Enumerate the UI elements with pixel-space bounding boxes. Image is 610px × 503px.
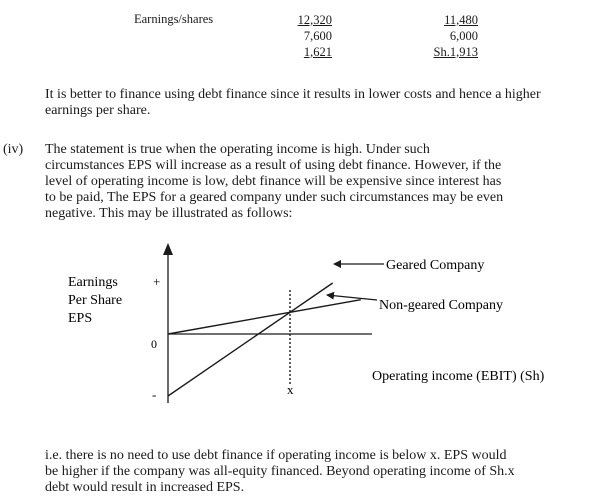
eps-col2-row2: 6,000 <box>449 29 478 43</box>
y-tick-plus: + <box>153 274 161 289</box>
series-line-geared <box>168 283 333 396</box>
y-axis-arrow-icon <box>163 243 173 255</box>
eps-row-label: Earnings/shares <box>134 12 214 26</box>
series-line-non-geared <box>168 300 361 334</box>
legend-non-geared: Non-geared Company <box>379 298 504 313</box>
eps-col1-row2: 7,600 <box>303 29 332 43</box>
eps-col2-row3: Sh.1,913 <box>433 45 478 59</box>
item-iv-line-3: level of operating income is low, debt finance will be expensive since interest has <box>45 174 502 189</box>
item-iv-line-2: circumstances EPS will increase as a result of using debt finance. However, if the <box>45 158 502 173</box>
eps-col1-row1: 12,320 <box>297 13 332 27</box>
conclusion-paragraph: It is better to finance using debt finance since it results in lower costs and hence a higher earnings per share. <box>45 87 541 118</box>
footer-line-1: i.e. there is no need to use debt finance if operating income is below x. EPS would <box>45 448 507 463</box>
footer-line-3: debt would result in increased EPS. <box>45 480 245 495</box>
footer-line-2: be higher if the company was all-equity financed. Beyond operating income of Sh.x <box>45 464 515 479</box>
ylabel-line-1: Earnings <box>68 275 118 290</box>
item-iv-line-4: to be paid, The EPS for a geared company under such circumstances may be even <box>45 190 504 205</box>
y-tick-minus: - <box>152 387 157 402</box>
nongeared-arrow-icon <box>327 295 377 300</box>
item-iv-line-1: The statement is true when the operating income is high. Under such <box>45 142 430 157</box>
eps-col1-row3: 1,621 <box>303 45 332 59</box>
x-axis-label: Operating income (EBIT) (Sh) <box>372 369 545 384</box>
y-tick-zero: 0 <box>151 337 157 351</box>
eps-col2-row1: 11,480 <box>444 13 478 27</box>
item-marker: (iv) <box>3 142 24 157</box>
item-iv-line-5: negative. This may be illustrated as follows: <box>45 206 293 221</box>
eps-chart <box>0 238 610 418</box>
x-marker-label: x <box>287 382 294 397</box>
legend-geared: Geared Company <box>386 258 485 273</box>
ylabel-line-3: EPS <box>68 311 93 326</box>
ylabel-line-2: Per Share <box>68 293 123 308</box>
